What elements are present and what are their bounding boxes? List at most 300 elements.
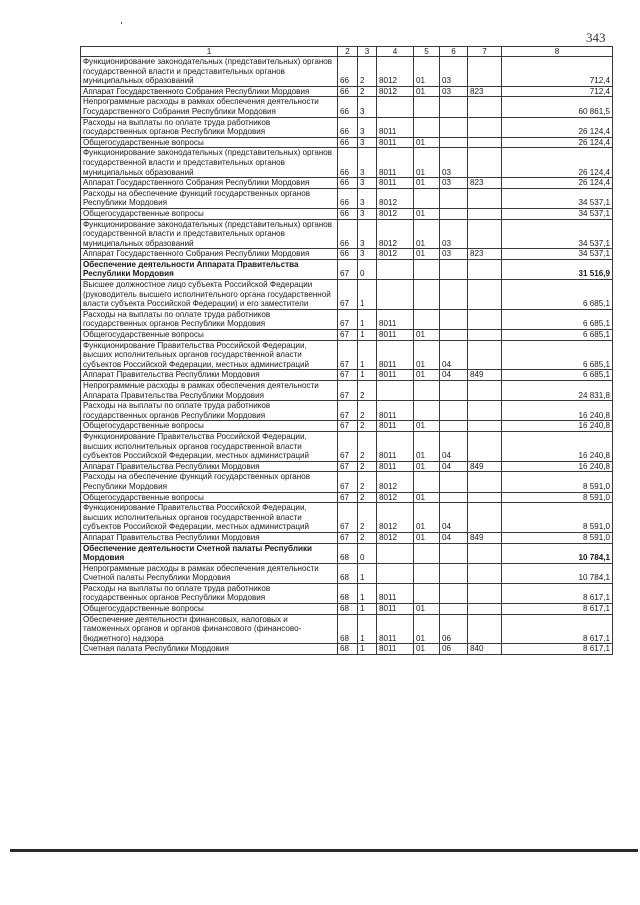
code-col-4: 8011 (377, 614, 414, 644)
code-col-5: 01 (414, 604, 440, 615)
code-col-3: 0 (358, 259, 377, 279)
row-name: Расходы на обеспечение функций государственных органов Республики Мордовия (81, 188, 338, 208)
table-row (81, 543, 613, 563)
table-row (81, 280, 613, 310)
code-col-4: 8011 (377, 644, 414, 655)
table-row (81, 330, 613, 341)
row-name: Функционирование законодательных (представительных) органов государственной власти и представительных органов муниципальных образований (81, 57, 338, 87)
amount: 10 784,1 (502, 563, 613, 583)
code-col-6: 03 (440, 86, 468, 97)
table-row (81, 503, 613, 533)
code-col-3: 3 (358, 249, 377, 260)
code-col-4: 8011 (377, 370, 414, 381)
code-col-7 (468, 280, 502, 310)
code-col-5: 01 (414, 492, 440, 503)
column-header: 4 (377, 47, 414, 57)
code-col-3: 3 (358, 188, 377, 208)
code-col-7 (468, 492, 502, 503)
code-col-5: 01 (414, 178, 440, 189)
code-col-5 (414, 583, 440, 603)
code-col-3: 1 (358, 563, 377, 583)
code-col-3: 1 (358, 644, 377, 655)
amount: 16 240,8 (502, 431, 613, 461)
budget-table (80, 46, 613, 655)
row-name: Аппарат Государственного Собрания Республики Мордовия (81, 178, 338, 189)
code-col-7 (468, 472, 502, 492)
code-col-4 (377, 563, 414, 583)
code-col-6: 04 (440, 431, 468, 461)
code-col-5: 01 (414, 370, 440, 381)
code-col-6 (440, 492, 468, 503)
code-col-6 (440, 259, 468, 279)
code-col-3: 1 (358, 614, 377, 644)
code-col-6 (440, 604, 468, 615)
row-name: Непрограммные расходы в рамках обеспечения деятельности Государственного Собрания Республики Мордовия (81, 97, 338, 117)
code-col-4: 8011 (377, 137, 414, 148)
amount: 6 685,1 (502, 370, 613, 381)
code-col-2: 67 (338, 330, 358, 341)
page-number: 343 (586, 30, 606, 45)
amount: 26 124,4 (502, 117, 613, 137)
code-col-2: 68 (338, 614, 358, 644)
code-col-3: 2 (358, 492, 377, 503)
code-col-3: 1 (358, 309, 377, 329)
code-col-4: 8011 (377, 178, 414, 189)
code-col-6: 06 (440, 644, 468, 655)
code-col-3: 1 (358, 330, 377, 341)
code-col-6: 03 (440, 148, 468, 178)
code-col-5 (414, 309, 440, 329)
amount: 8 591,0 (502, 472, 613, 492)
table-row (81, 137, 613, 148)
table-row (81, 340, 613, 370)
code-col-2: 67 (338, 309, 358, 329)
table-row (81, 97, 613, 117)
code-col-5: 01 (414, 503, 440, 533)
table-row (81, 249, 613, 260)
code-col-4: 8011 (377, 604, 414, 615)
code-col-5 (414, 472, 440, 492)
code-col-2: 68 (338, 583, 358, 603)
row-name: Общегосударственные вопросы (81, 604, 338, 615)
code-col-3: 2 (358, 431, 377, 461)
code-col-3: 1 (358, 340, 377, 370)
amount: 10 784,1 (502, 543, 613, 563)
amount: 34 537,1 (502, 208, 613, 219)
code-col-2: 66 (338, 208, 358, 219)
code-col-7: 823 (468, 249, 502, 260)
row-name: Аппарат Государственного Собрания Республики Мордовия (81, 86, 338, 97)
code-col-3: 1 (358, 370, 377, 381)
code-col-3: 3 (358, 208, 377, 219)
row-name: Функционирование законодательных (представительных) органов государственной власти и представительных органов муниципальных образований (81, 148, 338, 178)
code-col-4: 8011 (377, 309, 414, 329)
column-header: 2 (338, 47, 358, 57)
code-col-3: 3 (358, 148, 377, 178)
code-col-3: 2 (358, 472, 377, 492)
code-col-4: 8011 (377, 330, 414, 341)
code-col-2: 67 (338, 532, 358, 543)
code-col-5: 01 (414, 330, 440, 341)
code-col-5: 01 (414, 249, 440, 260)
code-col-2: 66 (338, 188, 358, 208)
column-header: 7 (468, 47, 502, 57)
code-col-7 (468, 137, 502, 148)
row-name: Функционирование Правительства Российской Федерации, высших исполнительных органов государственной власти субъектов Российской Федерации, местных администраций (81, 431, 338, 461)
row-name: Расходы на выплаты по оплате труда работников государственных органов Республики Мордовия (81, 117, 338, 137)
code-col-2: 67 (338, 472, 358, 492)
code-col-6: 03 (440, 249, 468, 260)
amount: 8 617,1 (502, 604, 613, 615)
table-row (81, 86, 613, 97)
code-col-3: 3 (358, 97, 377, 117)
code-col-7 (468, 148, 502, 178)
table-row (81, 614, 613, 644)
code-col-6 (440, 97, 468, 117)
code-col-2: 66 (338, 219, 358, 249)
column-header: 5 (414, 47, 440, 57)
code-col-3: 2 (358, 381, 377, 401)
code-col-5: 01 (414, 431, 440, 461)
code-col-7 (468, 208, 502, 219)
code-col-4 (377, 97, 414, 117)
row-name: Расходы на выплаты по оплате труда работников государственных органов Республики Мордовия (81, 583, 338, 603)
code-col-5 (414, 543, 440, 563)
code-col-7 (468, 57, 502, 87)
code-col-2: 67 (338, 421, 358, 432)
code-col-7 (468, 614, 502, 644)
code-col-2: 66 (338, 148, 358, 178)
table-row (81, 421, 613, 432)
row-name: Высшее должностное лицо субъекта Российской Федерации (руководитель высшего исполнительного органа государственной власти субъекта Российской Федерации) и его заместители (81, 280, 338, 310)
code-col-3: 1 (358, 280, 377, 310)
row-name: Общегосударственные вопросы (81, 421, 338, 432)
code-col-3: 2 (358, 421, 377, 432)
row-name: Расходы на выплаты по оплате труда работников государственных органов Республики Мордовия (81, 309, 338, 329)
code-col-2: 68 (338, 543, 358, 563)
table-row (81, 381, 613, 401)
code-col-5: 01 (414, 532, 440, 543)
code-col-3: 3 (358, 117, 377, 137)
table-row (81, 583, 613, 603)
table-header-row (81, 47, 613, 57)
code-col-4: 8012 (377, 249, 414, 260)
code-col-7: 849 (468, 461, 502, 472)
code-col-5: 01 (414, 461, 440, 472)
amount: 31 516,9 (502, 259, 613, 279)
code-col-7 (468, 583, 502, 603)
code-col-7: 849 (468, 532, 502, 543)
code-col-4: 8011 (377, 431, 414, 461)
column-header: 6 (440, 47, 468, 57)
row-name: Счетная палата Республики Мордовия (81, 644, 338, 655)
code-col-5 (414, 117, 440, 137)
column-header: 8 (502, 47, 613, 57)
code-col-3: 2 (358, 86, 377, 97)
code-col-4: 8011 (377, 117, 414, 137)
code-col-7 (468, 563, 502, 583)
code-col-6: 03 (440, 219, 468, 249)
code-col-2: 66 (338, 86, 358, 97)
page-bottom-rule (10, 849, 638, 852)
code-col-4: 8012 (377, 86, 414, 97)
code-col-5: 01 (414, 57, 440, 87)
code-col-6: 06 (440, 614, 468, 644)
table-row (81, 148, 613, 178)
code-col-5: 01 (414, 219, 440, 249)
table-row (81, 57, 613, 87)
code-col-4: 8011 (377, 401, 414, 421)
code-col-7 (468, 431, 502, 461)
code-col-5: 01 (414, 644, 440, 655)
amount: 24 831,8 (502, 381, 613, 401)
code-col-3: 3 (358, 178, 377, 189)
table-row (81, 208, 613, 219)
code-col-6: 04 (440, 461, 468, 472)
row-name: Обеспечение деятельности Счетной палаты Республики Мордовия (81, 543, 338, 563)
code-col-7: 823 (468, 178, 502, 189)
code-col-6 (440, 137, 468, 148)
code-col-6 (440, 330, 468, 341)
table-row (81, 259, 613, 279)
code-col-4: 8011 (377, 340, 414, 370)
code-col-3: 0 (358, 543, 377, 563)
row-name: Функционирование законодательных (представительных) органов государственной власти и представительных органов муниципальных образований (81, 219, 338, 249)
code-col-4: 8011 (377, 461, 414, 472)
code-col-4 (377, 381, 414, 401)
amount: 60 861,5 (502, 97, 613, 117)
amount: 6 685,1 (502, 330, 613, 341)
table-row (81, 188, 613, 208)
amount: 8 591,0 (502, 503, 613, 533)
row-name: Аппарат Правительства Республики Мордовия (81, 532, 338, 543)
code-col-6 (440, 543, 468, 563)
code-col-2: 67 (338, 461, 358, 472)
code-col-6: 04 (440, 503, 468, 533)
table-row (81, 492, 613, 503)
code-col-5: 01 (414, 86, 440, 97)
code-col-6 (440, 421, 468, 432)
row-name: Обеспечение деятельности финансовых, налоговых и таможенных органов и органов финансового (финансово-бюджетного) надзора (81, 614, 338, 644)
table-row (81, 401, 613, 421)
code-col-6: 04 (440, 370, 468, 381)
code-col-7 (468, 219, 502, 249)
code-col-6: 04 (440, 532, 468, 543)
code-col-5: 01 (414, 137, 440, 148)
row-name: Функционирование Правительства Российской Федерации, высших исполнительных органов государственной власти субъектов Российской Федерации, местных администраций (81, 503, 338, 533)
table-row (81, 178, 613, 189)
row-name: Аппарат Государственного Собрания Республики Мордовия (81, 249, 338, 260)
amount: 34 537,1 (502, 188, 613, 208)
code-col-7 (468, 259, 502, 279)
code-col-2: 66 (338, 137, 358, 148)
amount: 16 240,8 (502, 401, 613, 421)
code-col-7: 849 (468, 370, 502, 381)
code-col-6 (440, 381, 468, 401)
code-col-2: 68 (338, 604, 358, 615)
code-col-2: 67 (338, 381, 358, 401)
code-col-3: 2 (358, 503, 377, 533)
code-col-4: 8012 (377, 188, 414, 208)
code-col-3: 2 (358, 532, 377, 543)
code-col-2: 67 (338, 370, 358, 381)
amount: 8 617,1 (502, 644, 613, 655)
code-col-7 (468, 97, 502, 117)
code-col-5 (414, 188, 440, 208)
row-name: Функционирование Правительства Российской Федерации, высших исполнительных органов государственной власти субъектов Российской Федерации, местных администраций (81, 340, 338, 370)
row-name: Общегосударственные вопросы (81, 492, 338, 503)
amount: 16 240,8 (502, 461, 613, 472)
code-col-2: 66 (338, 57, 358, 87)
code-col-6 (440, 472, 468, 492)
amount: 8 617,1 (502, 614, 613, 644)
code-col-3: 3 (358, 137, 377, 148)
amount: 8 591,0 (502, 492, 613, 503)
code-col-6 (440, 208, 468, 219)
code-col-4: 8012 (377, 532, 414, 543)
code-col-5 (414, 401, 440, 421)
code-col-6 (440, 309, 468, 329)
code-col-7 (468, 117, 502, 137)
code-col-4: 8012 (377, 219, 414, 249)
column-header: 3 (358, 47, 377, 57)
row-name: Общегосударственные вопросы (81, 137, 338, 148)
table-row (81, 309, 613, 329)
code-col-6 (440, 401, 468, 421)
row-name: Расходы на обеспечение функций государственных органов Республики Мордовия (81, 472, 338, 492)
code-col-4: 8011 (377, 148, 414, 178)
code-col-5: 01 (414, 208, 440, 219)
amount: 26 124,4 (502, 137, 613, 148)
table-row (81, 370, 613, 381)
code-col-6 (440, 583, 468, 603)
code-col-5 (414, 280, 440, 310)
code-col-6: 03 (440, 178, 468, 189)
amount: 26 124,4 (502, 148, 613, 178)
code-col-5: 01 (414, 148, 440, 178)
code-col-4: 8011 (377, 421, 414, 432)
code-col-2: 67 (338, 259, 358, 279)
table-row (81, 532, 613, 543)
code-col-4: 8011 (377, 583, 414, 603)
code-col-5 (414, 563, 440, 583)
table-row (81, 461, 613, 472)
amount: 6 685,1 (502, 340, 613, 370)
row-name: Обеспечение деятельности Аппарата Правительства Республики Мордовия (81, 259, 338, 279)
amount: 16 240,8 (502, 421, 613, 432)
code-col-7 (468, 309, 502, 329)
table-body (81, 57, 613, 655)
table-row (81, 431, 613, 461)
code-col-2: 67 (338, 280, 358, 310)
code-col-3: 1 (358, 604, 377, 615)
row-name: Расходы на выплаты по оплате труда работников государственных органов Республики Мордовия (81, 401, 338, 421)
code-col-7 (468, 340, 502, 370)
code-col-3: 3 (358, 219, 377, 249)
code-col-2: 66 (338, 178, 358, 189)
code-col-4: 8012 (377, 472, 414, 492)
amount: 8 617,1 (502, 583, 613, 603)
amount: 34 537,1 (502, 249, 613, 260)
code-col-5: 01 (414, 421, 440, 432)
code-col-6 (440, 280, 468, 310)
code-col-2: 66 (338, 97, 358, 117)
code-col-7 (468, 401, 502, 421)
row-name: Аппарат Правительства Республики Мордовия (81, 370, 338, 381)
amount: 6 685,1 (502, 309, 613, 329)
code-col-2: 68 (338, 563, 358, 583)
code-col-4 (377, 543, 414, 563)
table-row (81, 604, 613, 615)
row-name: Непрограммные расходы в рамках обеспечения деятельности Аппарата Правительства Республики Мордовия (81, 381, 338, 401)
scan-speck (121, 22, 122, 24)
amount: 6 685,1 (502, 280, 613, 310)
code-col-7 (468, 604, 502, 615)
table-row (81, 117, 613, 137)
code-col-4: 8012 (377, 57, 414, 87)
amount: 26 124,4 (502, 178, 613, 189)
code-col-2: 67 (338, 431, 358, 461)
row-name: Аппарат Правительства Республики Мордовия (81, 461, 338, 472)
code-col-2: 68 (338, 644, 358, 655)
code-col-4: 8012 (377, 503, 414, 533)
code-col-3: 2 (358, 57, 377, 87)
code-col-7: 823 (468, 86, 502, 97)
row-name: Общегосударственные вопросы (81, 330, 338, 341)
code-col-7 (468, 503, 502, 533)
column-header: 1 (81, 47, 338, 57)
code-col-7 (468, 421, 502, 432)
code-col-5 (414, 259, 440, 279)
code-col-2: 67 (338, 503, 358, 533)
code-col-5: 01 (414, 340, 440, 370)
code-col-7 (468, 330, 502, 341)
code-col-6: 03 (440, 57, 468, 87)
code-col-3: 2 (358, 461, 377, 472)
table-row (81, 563, 613, 583)
code-col-4: 8012 (377, 208, 414, 219)
code-col-3: 1 (358, 583, 377, 603)
code-col-7: 840 (468, 644, 502, 655)
code-col-2: 67 (338, 401, 358, 421)
code-col-7 (468, 188, 502, 208)
table-row (81, 219, 613, 249)
code-col-4 (377, 259, 414, 279)
row-name: Непрограммные расходы в рамках обеспечения деятельности Счетной палаты Республики Мордовия (81, 563, 338, 583)
row-name: Общегосударственные вопросы (81, 208, 338, 219)
amount: 712,4 (502, 86, 613, 97)
code-col-6 (440, 117, 468, 137)
code-col-4: 8012 (377, 492, 414, 503)
code-col-7 (468, 381, 502, 401)
code-col-5 (414, 97, 440, 117)
code-col-3: 2 (358, 401, 377, 421)
code-col-2: 66 (338, 117, 358, 137)
code-col-5: 01 (414, 614, 440, 644)
code-col-2: 66 (338, 249, 358, 260)
code-col-6 (440, 188, 468, 208)
code-col-4 (377, 280, 414, 310)
table-row (81, 472, 613, 492)
amount: 8 591,0 (502, 532, 613, 543)
code-col-7 (468, 543, 502, 563)
code-col-5 (414, 381, 440, 401)
amount: 34 537,1 (502, 219, 613, 249)
code-col-6: 04 (440, 340, 468, 370)
code-col-6 (440, 563, 468, 583)
table-row (81, 644, 613, 655)
code-col-2: 67 (338, 492, 358, 503)
